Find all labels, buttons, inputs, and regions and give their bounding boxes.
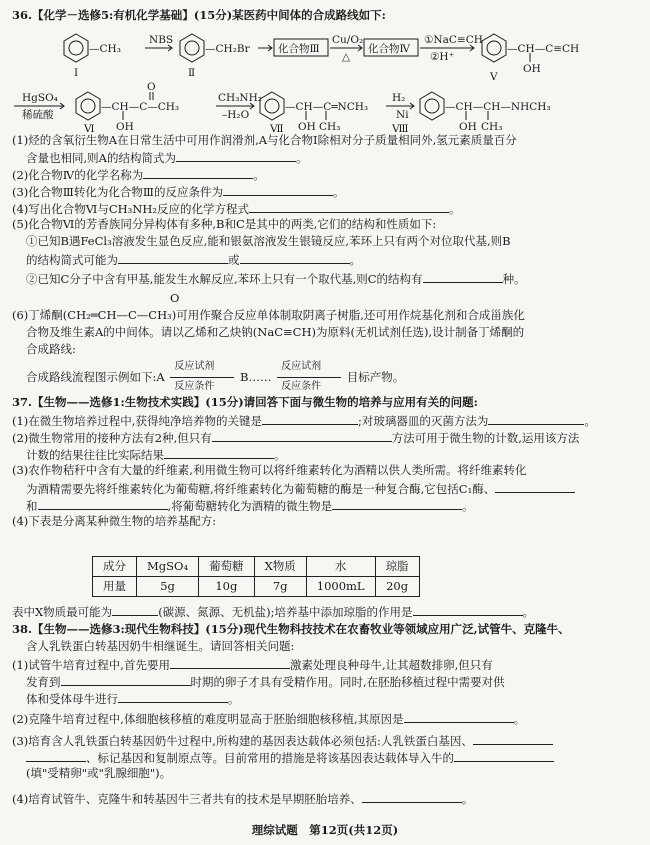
q38-part4: (4)培育试管牛、克隆牛和转基因牛三者共有的技术是早期胚胎培养、 。 [12, 792, 474, 806]
q38-part3a: (3)培育含人乳铁蛋白转基因奶牛过程中,所构建的基因表达载体必须包括:人乳铁蛋白基因、 [12, 732, 636, 750]
answer-blank[interactable] [362, 790, 462, 803]
q36-part1a: (1)烃的含氧衍生物A在日常生活中可用作润滑剂,A与化合物Ⅰ除相对分子质量相同外,氢元素质量百分 [12, 133, 517, 147]
table-cell: 琼脂 [375, 557, 419, 577]
compound-VIII-oh: OH [459, 121, 477, 133]
table-cell: 水 [306, 557, 375, 577]
compound-VII-ch3: CH₃ [319, 121, 341, 133]
flow-arrow-1: 反应试剂 反应条件 [168, 371, 236, 385]
arrow-hgso4-label: HgSO₄ [22, 92, 58, 104]
compound-V-oh: OH [523, 63, 541, 75]
compound-II-substituent: —CH₂Br [205, 43, 250, 55]
answer-blank[interactable] [488, 412, 584, 425]
label-VIII: Ⅷ [392, 123, 409, 135]
label-VI: Ⅵ [84, 123, 95, 135]
reaction-scheme-svg [10, 24, 640, 134]
q36-part5-1a: ①已知B遇FeCl₃溶液发生显色反应,能和银氨溶液发生银镜反应,苯环上只有两个对位取代基,则B [26, 234, 511, 248]
compound-VI-oh: OH [116, 121, 134, 133]
label-II: Ⅱ [188, 67, 196, 79]
table-cell: 5g [137, 577, 199, 597]
arrow-ni-label: Ni [396, 109, 409, 121]
answer-blank[interactable] [454, 749, 554, 762]
answer-blank[interactable] [413, 603, 523, 616]
q37-part4: (4)下表是分离某种微生物的培养基配方: [12, 514, 217, 528]
reaction-scheme [10, 24, 640, 139]
table-header-row [93, 557, 420, 577]
q37-part4b: 表中X物质最可能为 (碳源、氮源、无机盐);培养基中添加琼脂的作用是 。 [12, 605, 535, 619]
answer-blank[interactable] [176, 149, 296, 162]
q37-part2a: (2)微生物常用的接种方法有2种,但只有 方法可用于微生物的计数,运用该方法 [12, 431, 580, 445]
label-I: Ⅰ [74, 67, 79, 79]
answer-blank[interactable] [170, 656, 290, 669]
table-cell: 20g [375, 577, 419, 597]
compound-I-substituent: —CH₃ [89, 43, 121, 55]
table-cell: 10g [199, 577, 255, 597]
compound-VIII-ch3: CH₃ [481, 121, 503, 133]
answer-blank[interactable] [240, 251, 350, 264]
benzene-ring-V [482, 34, 506, 62]
answer-blank[interactable] [262, 412, 358, 425]
q37-part3c: 和 ,将葡萄糖转化为酒精的微生物是 。 [26, 499, 474, 513]
table-cell: X物质 [254, 557, 306, 577]
q37-header: 37.【生物——选修1:生物技术实践】(15分)请回答下面与微生物的培养与应用有关的问题: [12, 395, 478, 409]
answer-blank[interactable] [143, 166, 253, 179]
compound-VIII-chain: —CH—CH—NHCH₃ [445, 101, 551, 113]
table-row [93, 577, 420, 597]
q38-part3b: 、标记基因和复制原点等。目前常用的措施是将该基因表达载体导入牛的 [12, 749, 636, 767]
answer-blank[interactable] [118, 690, 228, 703]
q36-part5: (5)化合物Ⅵ的芳香族同分异构体有多种,B和C是其中的两类,它们的结构和性质如下: [12, 217, 437, 231]
compound-III-label: 化合物Ⅲ [278, 43, 320, 55]
table-cell: MgSO₄ [137, 557, 199, 577]
answer-blank[interactable] [473, 732, 553, 745]
arrow-cuo2-label: Cu/O₂ [332, 34, 364, 46]
arrow-hplus-label: ②H⁺ [430, 51, 455, 63]
q37-part3b: 为酒精需要先将纤维素转化为葡萄糖,将纤维素转化为葡萄糖的酶是一种复合酶,它包括C₁酶、 [12, 480, 636, 498]
compound-IV-label: 化合物Ⅳ [368, 43, 410, 55]
compound-VII-oh: OH [298, 121, 316, 133]
flow-arrow-2: 反应试剂 反应条件 [275, 371, 343, 385]
compound-VI-chain: —CH—C—CH₃ [101, 101, 180, 113]
q37-part1: (1)在微生物培养过程中,获得纯净培养物的关键是 ;对玻璃器皿的灭菌方法为 。 [12, 414, 596, 428]
page-footer: 理综试题 第12页(共12页) [251, 823, 399, 837]
q36-part1b: 含量也相同,则A的结构简式为 。 [26, 151, 308, 165]
q36-part3: (3)化合物Ⅲ转化为化合物Ⅲ的反应条件为 。 [12, 185, 345, 199]
q37-part3a: (3)农作物秸秆中含有大量的纤维素,利用微生物可以将纤维素转化为酒精以供人类所需。将纤维素转化 [12, 463, 527, 477]
benzene-ring-II [180, 34, 204, 62]
answer-blank[interactable] [212, 429, 392, 442]
table-cell: 用量 [93, 577, 137, 597]
q38-part1b: 发育到 时期的卵子才具有受精作用。同时,在胚胎移植过程中需要对供 [26, 675, 505, 689]
answer-blank[interactable] [38, 497, 168, 510]
answer-blank[interactable] [404, 710, 514, 723]
benzene-ring-VII [260, 92, 284, 120]
q38-part1c: 体和受体母牛进行 。 [26, 692, 240, 706]
q37-part2b: 计数的结果往往比实际结果 。 [26, 448, 286, 462]
answer-blank[interactable] [26, 749, 86, 762]
q36-flow-example: 合成路线流程图示例如下:A 反应试剂 反应条件 B…… 反应试剂 反应条件 目标产物。 [26, 361, 405, 392]
label-VII: Ⅶ [270, 123, 284, 135]
q36-part6a: (6)丁烯酮(CH₂═CH—C—CH₃)可用作聚合反应单体制取阴离子树脂,还可用作烷基化剂和合成甾族化 [12, 308, 525, 322]
q36-part6b: 合物及维生素A的中间体。请以乙烯和乙炔钠(NaC≡CH)为原料(无机试剂任选),设计制备丁烯酮的 [26, 325, 525, 339]
q36-part6c: 合成路线: [26, 342, 76, 356]
answer-blank[interactable] [423, 270, 503, 283]
answer-blank[interactable] [164, 446, 274, 459]
butenone-formula: CH₂═CH—C—CH₃ [67, 308, 172, 322]
arrow-dilute-acid-label: 稀硫酸 [22, 109, 54, 121]
q38-part3c: (填"受精卵"或"乳腺细胞")。 [26, 766, 172, 780]
arrow-minus-water-label: –H₂O [222, 109, 250, 121]
table-cell: 7g [254, 577, 306, 597]
table-cell: 1000mL [306, 577, 375, 597]
arrow-ch3nh2-label: CH₃NH₂ [218, 92, 262, 104]
q38-part2: (2)克隆牛培育过程中,体细胞核移植的难度明显高于胚胎细胞核移植,其原因是 。 [12, 712, 526, 726]
benzene-ring-I [64, 34, 88, 62]
q36-header: 36.【化学－选修5:有机化学基础】(15分)某医药中间体的合成路线如下: [12, 8, 386, 22]
q36-part5-2: ②已知C分子中含有甲基,能发生水解反应,苯环上只有一个取代基,则C的结构有 种。 [26, 272, 526, 286]
compound-V-chain: —CH—C≡CH [507, 43, 580, 55]
label-V: Ⅴ [490, 71, 498, 83]
answer-blank[interactable] [223, 183, 333, 196]
q38-header: 38.【生物——选修3:现代生物科技】(15分)现代生物科技技术在农畜牧业等领域应用广泛,试管牛、克隆牛、 [12, 622, 570, 636]
q38-header2: 含人乳铁蛋白转基因奶牛相继诞生。请回答相关问题: [26, 639, 295, 653]
answer-blank[interactable] [112, 603, 158, 616]
benzene-ring-VI [76, 92, 100, 120]
compound-VII-chain: —CH—C═NCH₃ [285, 101, 369, 113]
q36-part2: (2)化合物Ⅳ的化学名称为 。 [12, 168, 265, 182]
culture-medium-table [92, 556, 420, 597]
answer-blank[interactable] [249, 200, 449, 213]
q36-part4: (4)写出化合物Ⅵ与CH₃NH₂反应的化学方程式 。 [12, 202, 461, 216]
answer-blank[interactable] [118, 251, 228, 264]
table-cell: 葡萄糖 [199, 557, 255, 577]
table-cell: 成分 [93, 557, 137, 577]
q36-part6-o: O [170, 291, 180, 305]
q38-part1a: (1)试管牛培育过程中,首先要用 激素处理良种母牛,让其超数排卵,但只有 [12, 658, 493, 672]
compound-VI-o: O [147, 81, 156, 93]
answer-blank[interactable] [332, 497, 462, 510]
arrow-nbs-label: NBS [149, 34, 174, 46]
arrow-heat-label: △ [342, 51, 351, 63]
benzene-ring-VIII [420, 92, 444, 120]
answer-blank[interactable] [61, 673, 191, 686]
q36-part5-1b: 的结构简式可能为 或 。 [26, 253, 361, 267]
answer-blank[interactable] [495, 480, 575, 493]
arrow-nacch-label: ①NaC≡CH [424, 34, 483, 46]
arrow-h2-label: H₂ [392, 92, 406, 104]
